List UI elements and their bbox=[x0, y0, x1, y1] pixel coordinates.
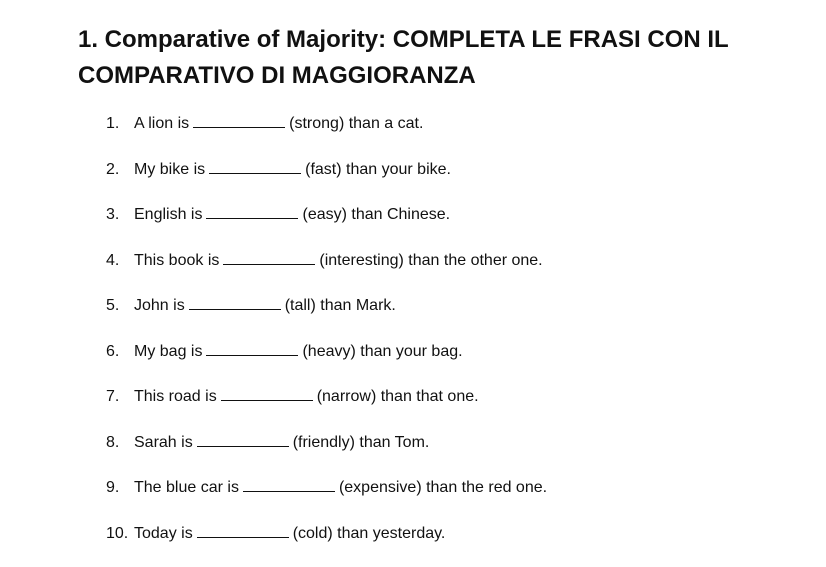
exercise-item bbox=[106, 431, 547, 477]
answer-blank bbox=[206, 341, 298, 356]
sentence-start: My bike is bbox=[134, 160, 206, 178]
sentence-start: A lion is bbox=[134, 115, 190, 132]
answer-blank bbox=[221, 386, 313, 401]
answer-blank bbox=[209, 159, 301, 174]
sentence-start: This book is bbox=[134, 251, 220, 269]
answer-blank bbox=[197, 432, 289, 447]
answer-blank bbox=[197, 523, 289, 538]
item-number: 3. bbox=[106, 206, 120, 223]
sentence-end: (cold) than yesterday. bbox=[292, 524, 446, 542]
exercise-item bbox=[106, 112, 547, 158]
item-number: 5. bbox=[106, 297, 120, 314]
answer-blank bbox=[193, 113, 285, 128]
item-number: 1. bbox=[106, 115, 120, 132]
item-number: 10. bbox=[106, 524, 129, 542]
worksheet-title: 1. Comparative of Majority: COMPLETA LE FRASI CON IL COMPARATIVO DI MAGGIORANZA bbox=[78, 26, 729, 89]
sentence-end: (heavy) than your bag. bbox=[302, 342, 463, 360]
sentence-start: John is bbox=[134, 297, 185, 314]
sentence-start: English is bbox=[134, 206, 203, 223]
exercise-list bbox=[106, 112, 547, 567]
item-number: 6. bbox=[106, 342, 120, 360]
answer-blank bbox=[223, 250, 315, 265]
item-number: 2. bbox=[106, 160, 120, 178]
answer-blank bbox=[206, 204, 298, 219]
sentence-start: This road is bbox=[134, 388, 217, 405]
answer-blank bbox=[189, 295, 281, 310]
item-number: 7. bbox=[106, 388, 120, 405]
sentence-end: (narrow) than that one. bbox=[316, 388, 479, 405]
sentence-end: (interesting) than the other one. bbox=[319, 251, 543, 269]
sentence-start: Today is bbox=[134, 524, 193, 542]
item-number: 9. bbox=[106, 479, 120, 496]
sentence-end: (friendly) than Tom. bbox=[292, 433, 430, 451]
exercise-item bbox=[106, 385, 547, 431]
exercise-item bbox=[106, 522, 547, 567]
exercise-item bbox=[106, 249, 547, 295]
answer-blank bbox=[243, 477, 335, 492]
exercise-item bbox=[106, 340, 547, 386]
item-number: 4. bbox=[106, 251, 120, 269]
sentence-end: (tall) than Mark. bbox=[284, 297, 396, 314]
sentence-start: The blue car is bbox=[134, 479, 239, 496]
sentence-end: (fast) than your bike. bbox=[305, 160, 451, 178]
item-number: 8. bbox=[106, 433, 120, 451]
exercise-item bbox=[106, 158, 547, 204]
exercise-item bbox=[106, 476, 547, 522]
exercise-item bbox=[106, 294, 547, 340]
sentence-end: (easy) than Chinese. bbox=[302, 206, 451, 223]
sentence-start: My bag is bbox=[134, 342, 203, 360]
exercise-item bbox=[106, 203, 547, 249]
sentence-end: (strong) than a cat. bbox=[289, 115, 424, 132]
sentence-end: (expensive) than the red one. bbox=[338, 479, 548, 496]
sentence-start: Sarah is bbox=[134, 433, 193, 451]
